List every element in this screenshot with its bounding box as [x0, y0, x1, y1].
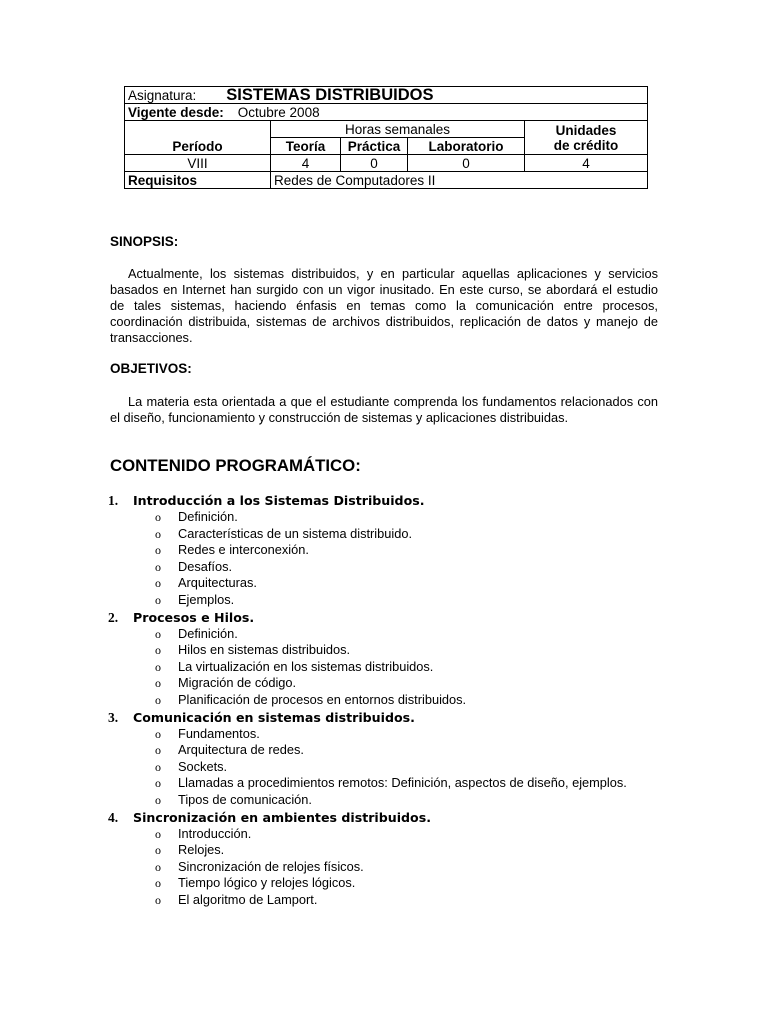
topic-item [108, 726, 659, 743]
bullet-icon: o [155, 776, 161, 791]
bullet-icon: o [155, 876, 161, 891]
requirements-value: Redes de Computadores II [271, 172, 648, 189]
topic-text: La virtualización en los sistemas distribuidos. [178, 658, 434, 674]
credits-value: 4 [525, 155, 648, 172]
unit-number: 2. [108, 609, 119, 625]
topic-text: Definición. [178, 509, 238, 524]
bullet-icon: o [155, 626, 161, 641]
topic-item [108, 742, 659, 759]
objectives-text: La materia esta orientada a que el estudiante comprenda los fundamentos relacionados con el diseño, funcionamiento y construcción de sistemas y aplicaciones distribuidas. [110, 394, 658, 425]
weekly-hours-label: Horas semanales [271, 121, 525, 138]
valid-since-cell [125, 104, 648, 121]
bullet-icon: o [155, 826, 161, 841]
unit-number: 3. [108, 709, 119, 725]
topic-item [108, 859, 659, 876]
contents-heading: CONTENIDO PROGRAMÁTICO: [110, 456, 361, 475]
topic-item [108, 526, 659, 543]
period-label: Período [125, 121, 271, 155]
bullet-icon: o [155, 576, 161, 591]
credits-label-line2: de crédito [553, 137, 619, 153]
bullet-icon: o [155, 792, 161, 807]
theory-label: Teoría [271, 138, 341, 155]
topic-item [108, 692, 659, 709]
practice-value: 0 [341, 155, 408, 172]
topic-item [108, 559, 659, 576]
topic-text: Redes e interconexión. [178, 542, 309, 558]
practice-label: Práctica [341, 138, 408, 155]
bullet-icon: o [155, 543, 161, 558]
credits-label [525, 121, 648, 155]
course-title: SISTEMAS DISTRIBUIDOS [226, 85, 434, 104]
topic-text: Arquitectura de redes. [178, 742, 304, 758]
credits-label-line1: Unidades [555, 122, 617, 138]
bullet-icon: o [155, 510, 161, 524]
topic-item [108, 642, 659, 659]
unit-number: 4. [108, 809, 119, 825]
bullet-icon: o [155, 892, 161, 907]
topic-text: Ejemplos. [178, 591, 235, 607]
bullet-icon: o [155, 692, 161, 707]
topic-item [108, 575, 659, 592]
topic-item [108, 892, 659, 909]
unit-title: Sincronización en ambientes distribuidos. [133, 809, 431, 825]
topic-item [108, 542, 659, 559]
synopsis-text: Actualmente, los sistemas distribuidos, y en particular aquellas aplicaciones y servicios basados en Internet han surgido con un vigor inusitado. En este curso, se abordará el estudio de tales sistemas, haciendo énfasis en temas como la comunicación entre procesos, coordinación distribuida, sistemas de archivos distribuidos, replicación de datos y manejo de transacciones. [110, 266, 658, 345]
topic-item [108, 659, 659, 676]
bullet-icon: o [155, 643, 161, 658]
topic-item [108, 792, 659, 809]
topic-text: Introducción. [178, 825, 252, 841]
contents-list [108, 492, 659, 908]
bullet-icon: o [155, 726, 161, 741]
topic-text: Sockets. [178, 758, 228, 774]
theory-value: 4 [271, 155, 341, 172]
bullet-icon: o [155, 559, 161, 574]
unit-number: 1. [108, 493, 119, 508]
topic-text: Fundamentos. [178, 725, 260, 741]
topic-text: Sincronización de relojes físicos. [178, 858, 364, 874]
bullet-icon: o [155, 843, 161, 858]
topic-item [108, 626, 659, 643]
topic-text: Migración de código. [178, 675, 297, 691]
unit-heading [108, 609, 659, 626]
valid-since-label: Vigente desde: [128, 104, 224, 120]
hours-header-row [125, 121, 648, 138]
topic-text: Definición. [178, 625, 238, 641]
bullet-icon: o [155, 592, 161, 607]
topic-item [108, 592, 659, 609]
unit-heading [108, 492, 659, 509]
unit-title: Comunicación en sistemas distribuidos. [133, 709, 415, 725]
topic-item [108, 826, 659, 843]
topic-text: Desafíos. [178, 558, 233, 574]
unit-heading [108, 809, 659, 826]
course-header-table [124, 86, 648, 189]
topic-text: Planificación de procesos en entornos distribuidos. [178, 691, 467, 707]
topic-text: Llamadas a procedimientos remotos: Definición, aspectos de diseño, ejemplos. [178, 775, 627, 791]
synopsis-heading: SINOPSIS: [110, 234, 179, 249]
topic-text: Características de un sistema distribuido. [178, 525, 412, 541]
topic-item [108, 875, 659, 892]
values-row [125, 155, 648, 172]
period-value: VIII [125, 155, 271, 172]
topic-text: Relojes. [178, 842, 225, 858]
objectives-heading: OBJETIVOS: [110, 361, 192, 376]
bullet-icon: o [155, 659, 161, 674]
lab-value: 0 [408, 155, 525, 172]
unit-title: Procesos e Hilos. [133, 609, 255, 625]
subject-cell [125, 87, 648, 104]
unit-heading [108, 709, 659, 726]
topic-item [108, 842, 659, 859]
topic-item [108, 775, 659, 792]
bullet-icon: o [155, 743, 161, 758]
topic-text: Hilos en sistemas distribuidos. [178, 642, 351, 658]
topic-text: Tipos de comunicación. [178, 791, 312, 807]
bullet-icon: o [155, 859, 161, 874]
topic-text: Arquitecturas. [178, 575, 257, 591]
bullet-icon: o [155, 526, 161, 541]
lab-label: Laboratorio [408, 138, 525, 155]
valid-since-value: Octubre 2008 [237, 104, 320, 120]
bullet-icon: o [155, 759, 161, 774]
topic-text: El algoritmo de Lamport. [178, 891, 318, 907]
requirements-row [125, 172, 648, 189]
subject-row [125, 87, 648, 104]
valid-since-row [125, 104, 648, 121]
topic-item [108, 759, 659, 776]
requirements-label: Requisitos [125, 172, 271, 189]
bullet-icon: o [155, 676, 161, 691]
subject-label: Asignatura: [128, 87, 197, 103]
topic-item [108, 509, 659, 526]
unit-title: Introducción a los Sistemas Distribuidos. [133, 493, 425, 508]
topic-item [108, 675, 659, 692]
topic-text: Tiempo lógico y relojes lógicos. [178, 875, 356, 891]
